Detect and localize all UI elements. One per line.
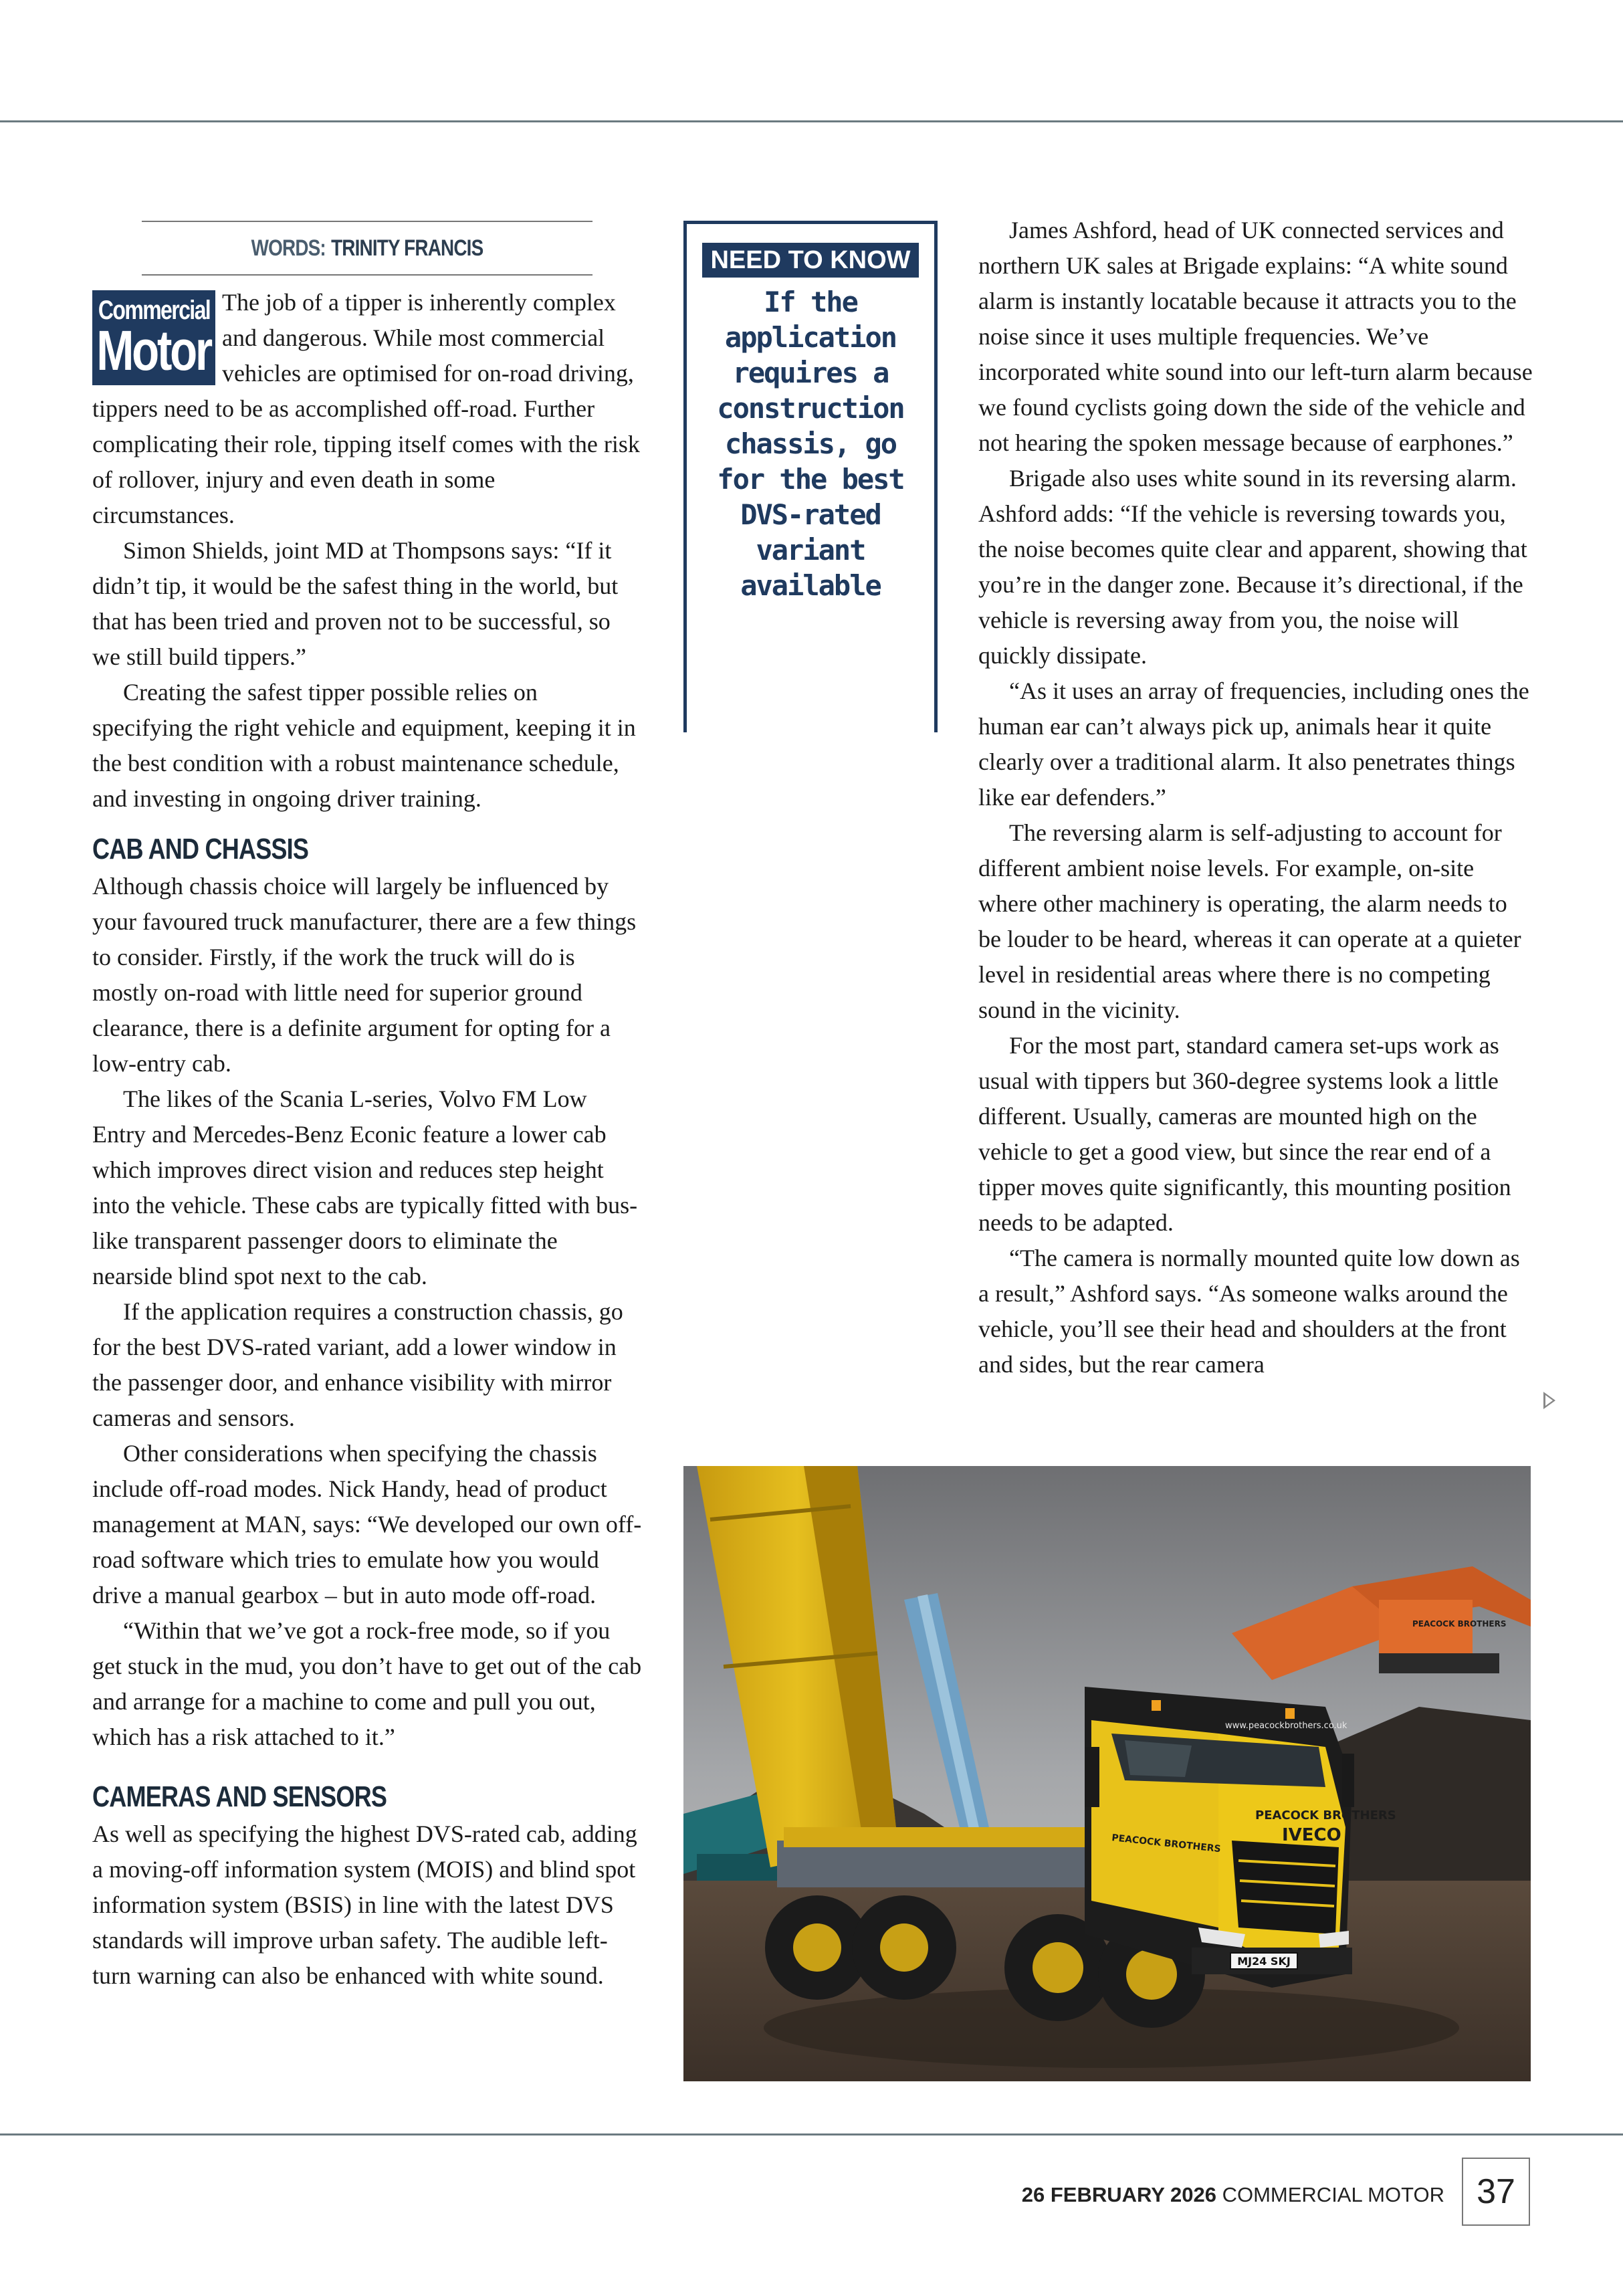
footer-issue — [936, 2183, 1444, 2207]
excavator-company-name: PEACOCK BROTHERS — [1412, 1619, 1507, 1629]
footer-rule — [0, 2133, 1623, 2135]
footer-publication: COMMERCIAL MOTOR — [1222, 2183, 1444, 2206]
body-paragraph: James Ashford, head of UK connected services and northern UK sales at Brigade explains: “A white sound alarm is instantly locatable because it attracts you to the noise since it uses multiple frequencies. We’ve incorporated white sound into our left-turn alarm because we found cyclists going down the side of the vehicle and not hearing the spoken message because of earphones.” — [978, 217, 1533, 456]
commercial-motor-logo — [92, 290, 215, 385]
byline — [142, 221, 592, 276]
intro-paragraph: Creating the safest tipper possible relies on specifying the right vehicle and equipment, keeping it in the best condition with a robust maintenance schedule, and investing in ongoing driver training. — [92, 679, 636, 812]
body-paragraph: As well as specifying the highest DVS-rated cab, adding a moving-off information system (MOIS) and blind spot information system (BSIS) in line with the latest DVS standards will improve urban safety. The audible left-turn warning can also be enhanced with white sound. — [92, 1820, 637, 1989]
byline-author: TRINITY FRANCIS — [331, 235, 483, 261]
section-heading-cab-chassis: CAB AND CHASSIS — [92, 833, 309, 865]
tipper-truck-illustration — [683, 1466, 1531, 2081]
intro-paragraph: The job of a tipper is inherently complex and dangerous. While most commercial vehicles are optimised for on-road driving, tippers need to be as accomplished off-road. Further complicating their role, tipping itself comes with the risk of rollover, injury and even death in some circumstances. — [92, 289, 640, 528]
body-paragraph: “As it uses an array of frequencies, including ones the human ear can’t always pick up, animals hear it quite clearly over a traditional alarm. It also penetrates things like ear defenders.” — [978, 677, 1529, 811]
tipper-truck-photo — [683, 1466, 1531, 2081]
body-paragraph: The reversing alarm is self-adjusting to account for different ambient noise levels. For example, on-site where other machinery is operating, the alarm needs to be louder to be heard, whereas it can operate at a quieter level in residential areas where there is no competing sound in the vicinity. — [978, 819, 1521, 1023]
continue-arrow-icon — [1543, 1392, 1555, 1409]
byline-label: WORDS: — [251, 235, 326, 261]
body-paragraph: Brigade also uses white sound in its reversing alarm. Ashford adds: “If the vehicle is reversing towards you, the noise becomes quite clear and apparent, showing that you’re in the danger zone. Because it’s directional, if the vehicle is reversing away from you, the noise will quickly dissipate. — [978, 465, 1527, 669]
body-paragraph: “Within that we’ve got a rock-free mode, so if you get stuck in the mud, you don’t have to get out of the cab and arrange for a machine to come and pull you out, which has a risk attached to it.” — [92, 1617, 642, 1750]
pull-quote-box — [683, 221, 938, 1562]
logo-line2: Motor — [96, 319, 211, 382]
number-plate: MJ24 SKJ — [1237, 1955, 1291, 1968]
callout-border-left — [683, 224, 687, 732]
header-rule — [0, 120, 1623, 122]
column-left — [92, 221, 642, 1994]
body-paragraph: Although chassis choice will largely be influenced by your favoured truck manufacturer, there are a few things to consider. Firstly, if the work the truck will do is mostly on-road with little need for superior ground clearance, there is a definite argument for opting for a low-entry cab. — [92, 873, 637, 1077]
body-paragraph: Other considerations when specifying the chassis include off-road modes. Nick Handy, head of product management at MAN, says: “We developed our own off-road software which tries to emulate how you would drive a manual gearbox – but in auto mode off-road. — [92, 1440, 642, 1608]
callout-border-right — [934, 224, 938, 732]
section-heading-cameras-sensors: CAMERAS AND SENSORS — [92, 1780, 387, 1813]
cab-brand: IVECO — [1282, 1825, 1341, 1845]
footer-date: 26 FEBRUARY 2026 — [1021, 2183, 1216, 2206]
body-paragraph: “The camera is normally mounted quite low down as a result,” Ashford says. “As someone walks around the vehicle, you’ll see their head and shoulders at the front and sides, but the rear camera — [978, 1245, 1520, 1378]
column-right — [978, 213, 1533, 1382]
body-paragraph: For the most part, standard camera set-ups work as usual with tippers but 360-degree systems look a little different. Usually, cameras are mounted high on the vehicle to get a good view, but since the rear end of a tipper moves quite significantly, this mounting position needs to be adapted. — [978, 1032, 1511, 1236]
body-paragraph: The likes of the Scania L-series, Volvo FM Low Entry and Mercedes-Benz Econic feature a lower cab which improves direct vision and reduces step height into the vehicle. These cabs are typically fitted with bus-like transparent passenger doors to eliminate the nearside blind spot next to the cab. — [92, 1085, 638, 1289]
need-to-know-label: NEED TO KNOW — [702, 243, 919, 278]
body-paragraph: If the application requires a construction chassis, go for the best DVS-rated variant, add a lower window in the passenger door, and enhance visibility with mirror cameras and sensors. — [92, 1298, 623, 1431]
cab-website: www.peacockbrothers.co.uk — [1225, 1721, 1347, 1731]
door-company-name: PEACOCK BROTHERS — [1111, 1833, 1222, 1855]
page-number: 37 — [1462, 2158, 1530, 2226]
pull-quote-text: If the application requires a construction chassis, go for the best DVS-rated variant available — [717, 286, 904, 602]
logo-line1: Commercial — [98, 296, 210, 325]
cab-company-name: PEACOCK BROTHERS — [1255, 1808, 1396, 1822]
intro-paragraph: Simon Shields, joint MD at Thompsons says: “If it didn’t tip, it would be the safest thing in the world, but that has been tried and proven not to be successful, so we still build tippers.” — [92, 537, 619, 670]
